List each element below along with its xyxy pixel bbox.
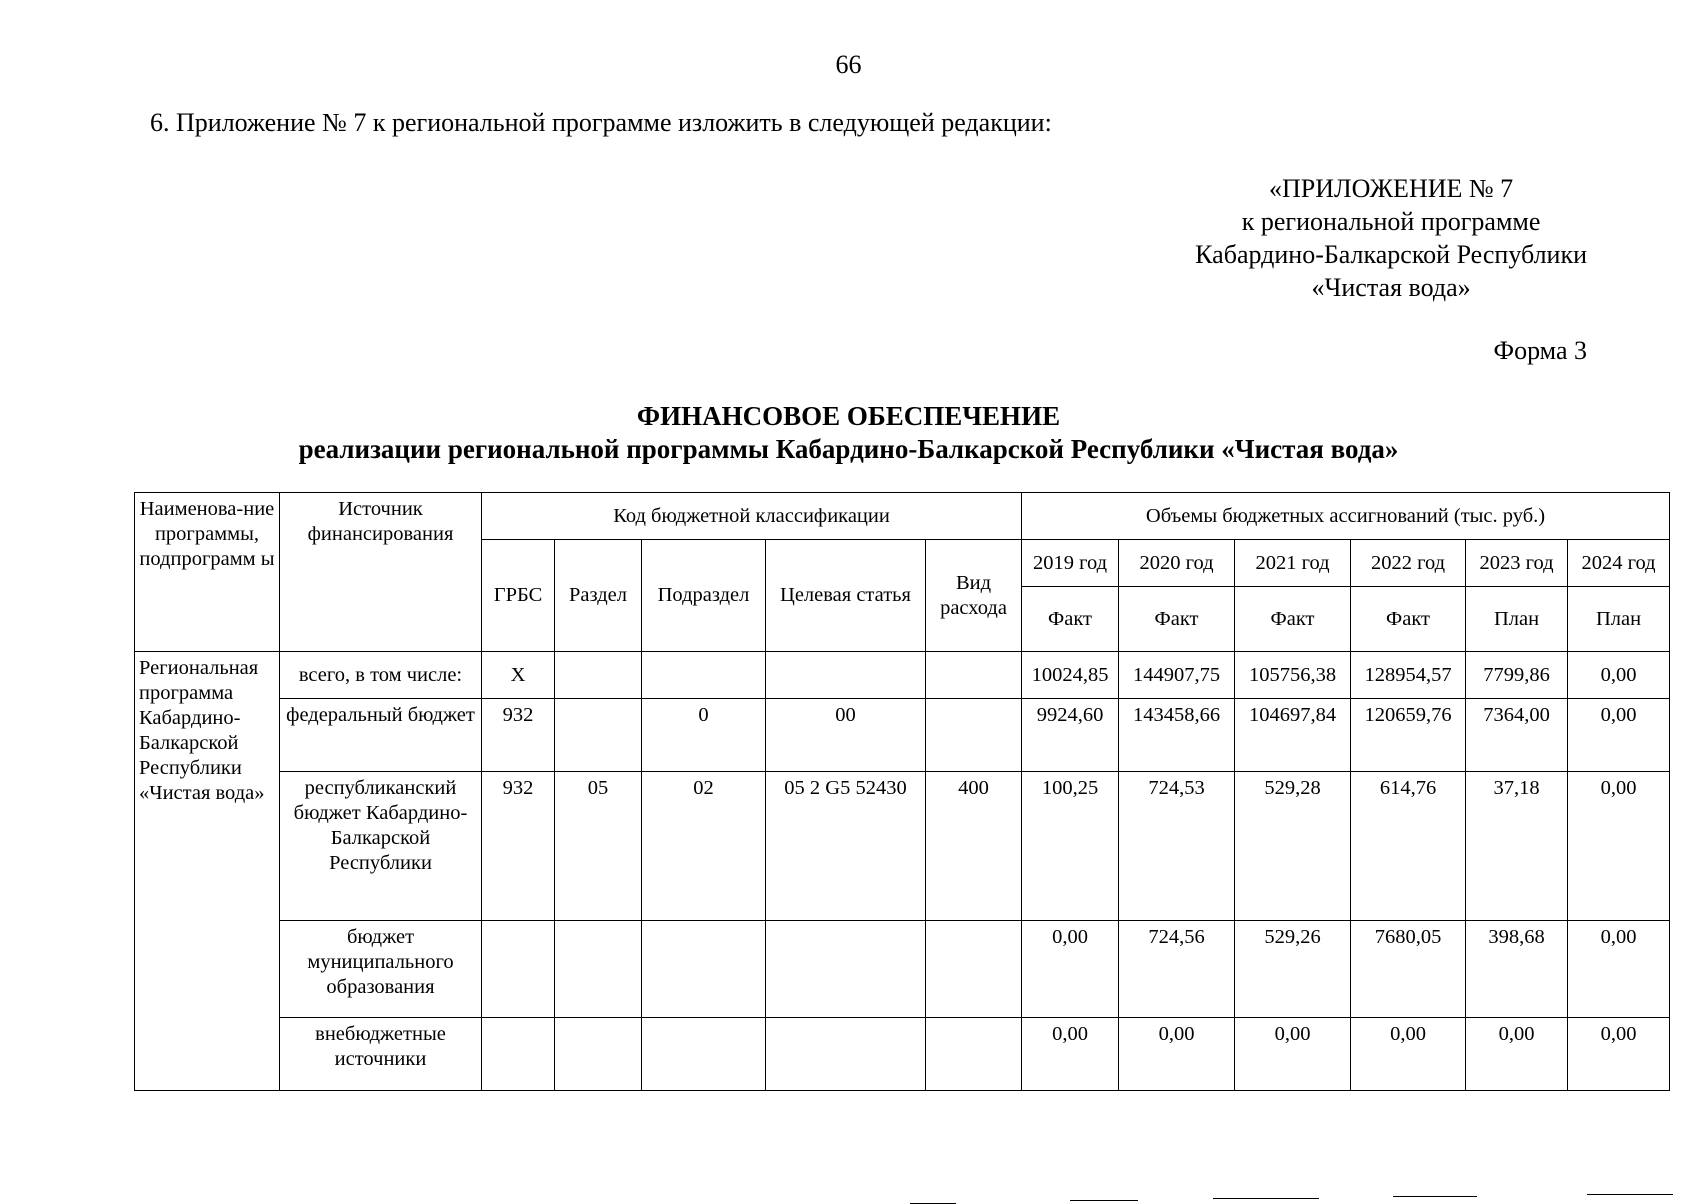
header-status: Факт xyxy=(1022,587,1119,652)
header-source: Источник финансирования xyxy=(280,493,482,652)
podrazdel-cell xyxy=(642,652,766,699)
grbs-cell: Х xyxy=(482,652,555,699)
celevaya-cell xyxy=(766,652,926,699)
header-status: План xyxy=(1466,587,1568,652)
celevaya-cell xyxy=(766,1018,926,1091)
value-cell: 120659,76 xyxy=(1351,699,1466,772)
appendix-line-1: «ПРИЛОЖЕНИЕ № 7 xyxy=(1268,174,1514,203)
table-row xyxy=(135,652,1670,699)
header-vid: Вид расхода xyxy=(926,540,1022,652)
header-row-1 xyxy=(135,493,1670,540)
value-cell: 724,53 xyxy=(1119,772,1235,921)
value-cell: 144907,75 xyxy=(1119,652,1235,699)
header-name: Наименова-ние программы, подпрограмм ы xyxy=(135,493,280,652)
header-celevaya: Целевая статья xyxy=(766,540,926,652)
vid-cell xyxy=(926,1018,1022,1091)
value-cell: 10024,85 xyxy=(1022,652,1119,699)
value-cell: 0,00 xyxy=(1466,1018,1568,1091)
header-volumes: Объемы бюджетных ассигнований (тыс. руб.) xyxy=(1022,493,1670,540)
header-status: Факт xyxy=(1351,587,1466,652)
financing-table xyxy=(134,492,1670,1091)
header-status: План xyxy=(1568,587,1670,652)
razdel-cell: 05 xyxy=(555,772,642,921)
grbs-cell: 932 xyxy=(482,699,555,772)
signature-line xyxy=(1587,1194,1673,1195)
page-number: 66 xyxy=(835,50,862,79)
celevaya-cell xyxy=(766,921,926,1018)
document-title xyxy=(0,400,1697,466)
value-cell: 0,00 xyxy=(1351,1018,1466,1091)
header-year: 2024 год xyxy=(1568,540,1670,587)
celevaya-cell: 00 xyxy=(766,699,926,772)
title-line-1: ФИНАНСОВОЕ ОБЕСПЕЧЕНИЕ xyxy=(636,401,1061,431)
podrazdel-cell: 02 xyxy=(642,772,766,921)
razdel-cell xyxy=(555,652,642,699)
header-status: Факт xyxy=(1235,587,1351,652)
grbs-cell: 932 xyxy=(482,772,555,921)
table-row xyxy=(135,699,1670,772)
signature-line xyxy=(1393,1196,1477,1197)
header-year: 2019 год xyxy=(1022,540,1119,587)
table-row xyxy=(135,921,1670,1018)
financing-table-wrapper xyxy=(134,492,1669,1091)
source-cell: внебюджетные источники xyxy=(280,1018,482,1091)
value-cell: 7799,86 xyxy=(1466,652,1568,699)
podrazdel-cell xyxy=(642,921,766,1018)
value-cell: 529,26 xyxy=(1235,921,1351,1018)
header-year: 2021 год xyxy=(1235,540,1351,587)
value-cell: 0,00 xyxy=(1568,652,1670,699)
header-razdel: Раздел xyxy=(555,540,642,652)
source-cell: федеральный бюджет xyxy=(280,699,482,772)
grbs-cell xyxy=(482,921,555,1018)
value-cell: 0,00 xyxy=(1568,1018,1670,1091)
value-cell: 724,56 xyxy=(1119,921,1235,1018)
grbs-cell xyxy=(482,1018,555,1091)
podrazdel-cell xyxy=(642,1018,766,1091)
value-cell: 143458,66 xyxy=(1119,699,1235,772)
title-line-2: реализации региональной программы Кабардино-Балкарской Республики «Чистая вода» xyxy=(298,434,1399,464)
vid-cell xyxy=(926,921,1022,1018)
value-cell: 398,68 xyxy=(1466,921,1568,1018)
value-cell: 37,18 xyxy=(1466,772,1568,921)
value-cell: 0,00 xyxy=(1568,699,1670,772)
header-year: 2020 год xyxy=(1119,540,1235,587)
intro-paragraph: 6. Приложение № 7 к региональной программе изложить в следующей редакции: xyxy=(150,108,1052,137)
appendix-heading xyxy=(1195,172,1587,304)
header-year: 2023 год xyxy=(1466,540,1568,587)
value-cell: 100,25 xyxy=(1022,772,1119,921)
table-row xyxy=(135,1018,1670,1091)
appendix-line-4: «Чистая вода» xyxy=(1311,273,1471,302)
source-cell: республиканский бюджет Кабардино-Балкарской Республики xyxy=(280,772,482,921)
source-cell: всего, в том числе: xyxy=(280,652,482,699)
value-cell: 614,76 xyxy=(1351,772,1466,921)
value-cell: 529,28 xyxy=(1235,772,1351,921)
celevaya-cell: 05 2 G5 52430 xyxy=(766,772,926,921)
value-cell: 0,00 xyxy=(1568,921,1670,1018)
vid-cell xyxy=(926,652,1022,699)
value-cell: 0,00 xyxy=(1022,1018,1119,1091)
razdel-cell xyxy=(555,699,642,772)
value-cell: 105756,38 xyxy=(1235,652,1351,699)
vid-cell: 400 xyxy=(926,772,1022,921)
header-status: Факт xyxy=(1119,587,1235,652)
vid-cell xyxy=(926,699,1022,772)
program-name-cell: Региональная программа Кабардино-Балкарской Республики «Чистая вода» xyxy=(135,652,280,1091)
header-grbs: ГРБС xyxy=(482,540,555,652)
appendix-line-2: к региональной программе xyxy=(1241,207,1541,236)
form-label: Форма 3 xyxy=(1493,336,1587,365)
table-row xyxy=(135,772,1670,921)
value-cell: 7364,00 xyxy=(1466,699,1568,772)
value-cell: 0,00 xyxy=(1022,921,1119,1018)
value-cell: 0,00 xyxy=(1235,1018,1351,1091)
value-cell: 128954,57 xyxy=(1351,652,1466,699)
appendix-line-3: Кабардино-Балкарской Республики xyxy=(1195,240,1587,269)
value-cell: 104697,84 xyxy=(1235,699,1351,772)
header-year: 2022 год xyxy=(1351,540,1466,587)
signature-line xyxy=(1070,1200,1138,1201)
signature-line xyxy=(1213,1198,1319,1199)
value-cell: 0,00 xyxy=(1119,1018,1235,1091)
value-cell: 0,00 xyxy=(1568,772,1670,921)
value-cell: 9924,60 xyxy=(1022,699,1119,772)
podrazdel-cell: 0 xyxy=(642,699,766,772)
header-podrazdel: Подраздел xyxy=(642,540,766,652)
header-kbk: Код бюджетной классификации xyxy=(482,493,1022,540)
value-cell: 7680,05 xyxy=(1351,921,1466,1018)
razdel-cell xyxy=(555,1018,642,1091)
source-cell: бюджет муниципального образования xyxy=(280,921,482,1018)
razdel-cell xyxy=(555,921,642,1018)
